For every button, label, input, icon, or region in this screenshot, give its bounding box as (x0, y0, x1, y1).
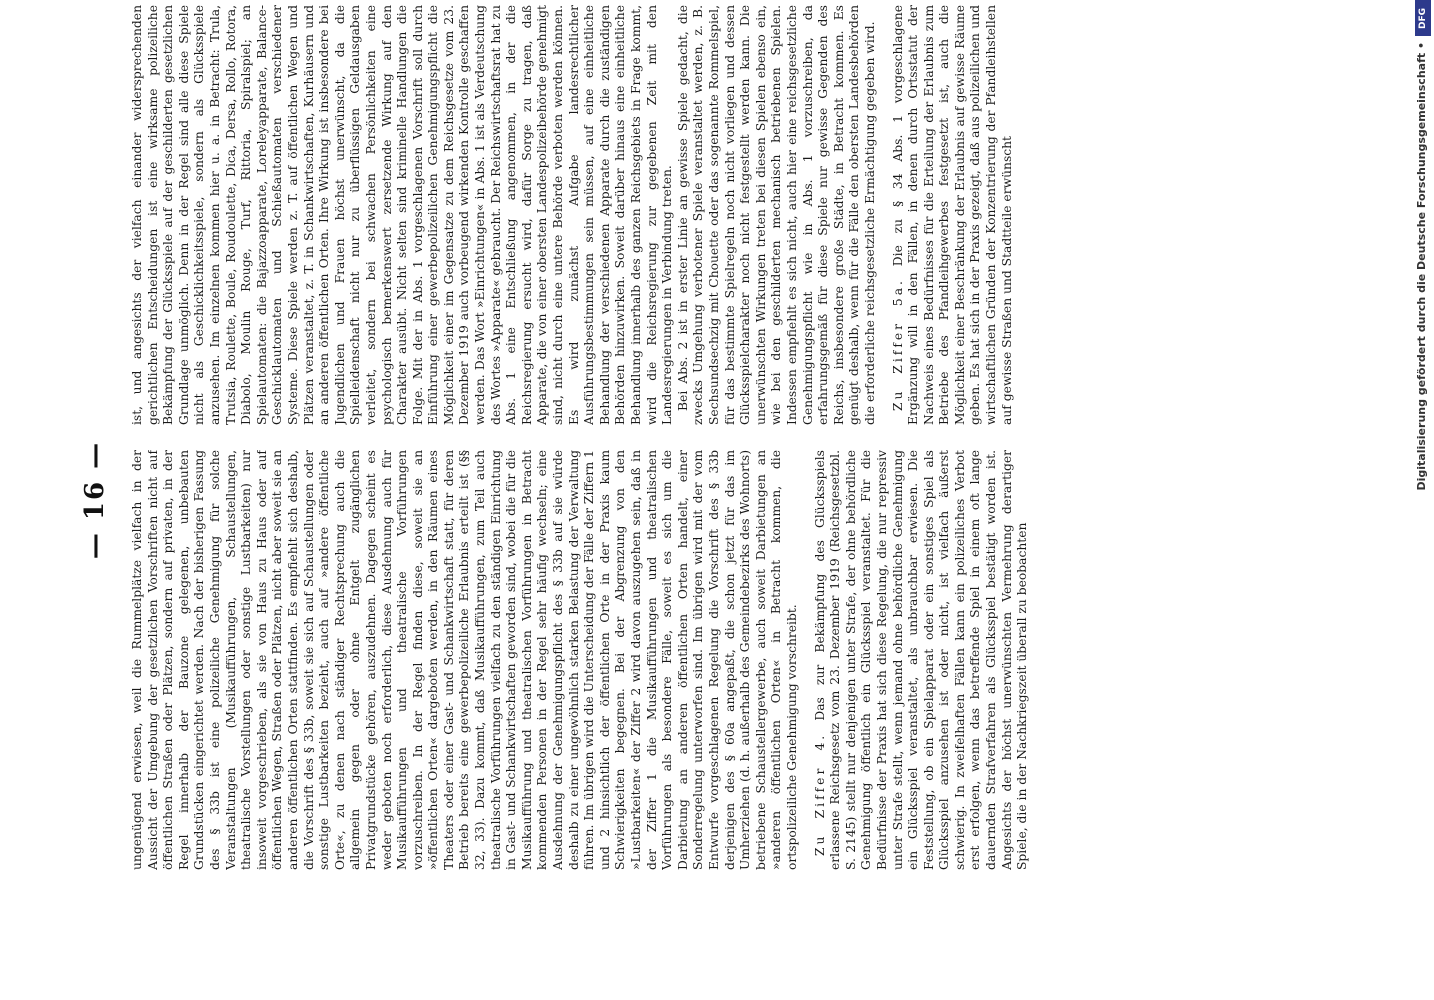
digitization-credit: Digitalisierung gefördert durch die Deutsche Forschungsgemeinschaft • (1415, 42, 1428, 491)
paragraph-ziffer-4 (813, 450, 1031, 870)
paragraph: ungenügend erwiesen, weil die Rummelplätze vielfach in der Aussicht der Umgebung der gesetzlichen Vorschriften nicht auf öffentlichen Straßen oder Plätzen, sondern auf privaten, in der Regel innerhalb der Bauzone gelegenen, unbebauten Grundstücken eingerichtet werden. Nach der bisherigen Fassung des § 33b ist eine polizeiliche Genehmigung für solche Veranstaltungen (Musikaufführungen, Schaustellungen, theatralische Vorstellungen oder sonstige Lustbarkeiten) nur insoweit vorgeschrieben, als sie von Haus zu Haus oder auf öffentlichen Wegen, Straßen oder Plätzen, nicht aber soweit sie an anderen öffentlichen Orten stattfinden. Es empfiehlt sich deshalb, die Vorschrift des § 33b, soweit sie sich auf Schaustellungen oder sonstige Lustbarkeiten bezieht, auch auf »andere öffentliche Orte«, zu denen nach ständiger Rechtsprechung auch die allgemein gegen oder ohne Entgelt zugänglichen Privatgrundstücke gehören, auszudehnen. Dagegen scheint es weder geboten noch erforderlich, diese Ausdehnung auch für Musikaufführungen und theatralische Vorführungen vorzuschreiben. In der Regel finden diese, soweit sie an »öffentlichen Orten« dargeboten werden, in den Räumen eines Theaters oder einer Gast- und Schankwirtschaft statt, für deren Betrieb bereits eine gewerbepolizeiliche Erlaubnis erteilt ist (§§ 32, 33). Dazu kommt, daß Musikaufführungen, zum Teil auch theatralische Vorführungen vielfach zu den ständigen Einrichtung in Gast- und Schankwirtschaften geworden sind, wobei die für die Musikaufführung und theatralischen Vorführungen in Betracht kommenden Personen in der Regel sehr häufig wechseln; eine Ausdehnung der Genehmigungspflicht des § 33b auf sie würde deshalb zu einer ungewöhnlich starken Belastung der Verwaltung führen. Im übrigen wird die Unterscheidung der Fälle der Ziffern 1 und 2 hinsichtlich der öffentlichen Orte in der Praxis kaum Schwierigkeiten begegnen. Bei der Abgrenzung von den »Lustbarkeiten« der Ziffer 2 wird davon auszugehen sein, daß in der Ziffer 1 die Musikaufführungen und theatralischen Vorführungen als besondere Fälle, soweit es sich um die Darbietung an anderen öffentlichen Orten handelt, einer Sonderregelung unterworfen sind. Im übrigen wird mit der vom Entwurfe vorgeschlagenen Regelung die Vorschrift des § 33b derjenigen des § 60a angepaßt, die schon jetzt für das im Umherziehen (d. h. außerhalb des Gemeindebezirks des Wohnorts) betriebene Schaustellergewerbe, auch soweit Darbietungen an »anderen öffentlichen Orten« in Betracht kommen, die ortspolizeiliche Genehmigung vorschreibt. (130, 450, 799, 870)
paragraph: Bei Abs. 2 ist in erster Linie an gewisse Spiele gedacht, die zwecks Umgehung verbotener Spiele veranstaltet werden, z. B. Sechsundsechzig mit Chouette oder das sogenannte Rommelspiel, für das bestimmte Spielregeln noch nicht vorliegen und dessen Glücksspielcharakter noch nicht festgestellt werden kann. Die unerwünschten Wirkungen treten bei diesen Spielen ebenso ein, wie bei den geschilderten mechanisch betriebenen Spielen. Indessen empfiehlt es sich nicht, auch hier eine reichsgesetzliche Genehmigungspflicht wie in Abs. 1 vorzuschreiben, da erfahrungsgemäß für diese Spiele nur gewisse Gegenden des Reichs, insbesondere große Städte, in Betracht kommen. Es genügt deshalb, wenn für die Fälle den obersten Landesbehörden die erforderliche reichsgesetzliche Ermächtigung gegeben wird. (675, 5, 877, 425)
paragraph-lead: Zu Ziffer 5a. (890, 278, 905, 411)
paragraph-ziffer-5a (891, 5, 1016, 425)
paragraph-body: Das zur Bekämpfung des Glücksspiels erlassene Reichsgesetz vom 23. Dezember 1919 (Reichsgesetzbl. S. 2145) stellt nur denjenigen unter Strafe, der ohne behördliche Genehmigung öffentlich ein Glücksspiel veranstaltet. Für die Bedürfnisse der Praxis hat sich diese Regelung, die nur repressiv unter Strafe stellt, wenn jemand ohne behördliche Genehmigung ein Glücksspiel veranstaltet, als unbrauchbar erwiesen. Die Feststellung, ob ein Spielapparat oder ein sonstiges Spiel als Glücksspiel anzusehen ist oder nicht, ist vielfach äußerst schwierig. In zweifelhaften Fällen kann ein polizeiliches Verbot erst erfolgen, wenn das betreffende Spiel in einem oft lange dauernden Strafverfahren als Glücksspiel bestätigt worden ist. Angesichts der höchst unerwünschten Vermehrung derartiger Spiele, die in der Nachkriegszeit überall zu beobachten (812, 450, 1030, 870)
paragraph-lead: Zu Ziffer 4. (812, 732, 827, 856)
dfg-logo: DFG (1415, 0, 1431, 36)
paragraph: ist, und angesichts der vielfach einander widersprechenden gerichtlichen Entscheidungen ist eine wirksame polizeiliche Bekämpfung der Glücksspiele auf der geschilderten gesetzlichen Grundlage unmöglich. Denn in der Regel sind alle diese Spiele nicht als Geschicklichkeitsspiele, sondern als Glücksspiele anzusehen. Im einzelnen kommen hier u. a. in Betracht: Trula, Trutsia, Roulette, Boule, Roudoulette, Dica, Dersa, Rollo, Rotora, Diabolo, Moulin Rouge, Turf, Rittoria, Spiralspiel; an Spielautomaten: die Bajazzoapparate, Loreleyapparate, Balance-Geschicklautomaten und Schießautomaten verschiedener Systeme. Diese Spiele werden z. T. auf öffentlichen Wegen und Plätzen veranstaltet, z. T. in Schankwirtschaften, Kurhäusern und an anderen öffentlichen Orten. Ihre Wirkung ist insbesondere bei Jugendlichen und Frauen höchst unerwünscht, da die Spielleidenschaft nicht nur zu überflüssigen Geldausgaben verleitet, sondern bei schwachen Persönlichkeiten eine psychologisch bemerkenswert zersetzende Wirkung auf den Charakter ausübt. Nicht selten sind kriminelle Handlungen die Folge. Mit der in Abs. 1 vorgeschlagenen Vorschrift soll durch Einführung einer gewerbepolizeilichen Genehmigungspflicht die Möglichkeit einer im Gegensatze zu dem Reichsgesetze vom 23. Dezember 1919 auch vorbeugend wirkenden Kontrolle geschaffen werden. Das Wort »Einrichtungen« in Abs. 1 ist als Verdeutschung des Wortes »Apparate« gebraucht. Der Reichswirtschaftsrat hat zu Abs. 1 eine Entschließung angenommen, in der die Reichsregierung ersucht wird, dafür Sorge zu tragen, daß Apparate, die von einer obersten Landespolizeibehörde genehmigt sind, nicht durch eine untere Behörde verboten werden können. Es wird zunächst Aufgabe landesrechtlicher Ausführungsbestimmungen sein müssen, auf eine einheitliche Behandlung der verschiedenen Apparate durch die zuständigen Behörden hinzuwirken. Soweit darüber hinaus eine einheitliche Behandlung innerhalb des ganzen Reichsgebiets in Frage kommt, wird die Reichsregierung zur gegebenen Zeit mit den Landesregierungen in Verbindung treten. (130, 5, 675, 425)
text-column-left (130, 450, 1300, 870)
paragraph-body: Die zu § 34 Abs. 1 vorgeschlagene Ergänzung will in den Fällen, in denen durch Ortsstatut der Nachweis eines Bedürfnisses für die Erteilung der Erlaubnis zum Betriebe des Pfandleihgewerbes festgesetzt ist, auch die Möglichkeit einer Beschränkung der Erlaubnis auf gewisse Räume geben. Es hat sich in der Praxis gezeigt, daß aus polizeilichen und wirtschaftlichen Gründen der Konzentrierung der Pfandleihstellen auf gewisse Straßen und Stadtteile erwünscht (890, 5, 1014, 425)
text-column-right (130, 5, 1300, 425)
page-number: — 16 — (80, 440, 110, 560)
